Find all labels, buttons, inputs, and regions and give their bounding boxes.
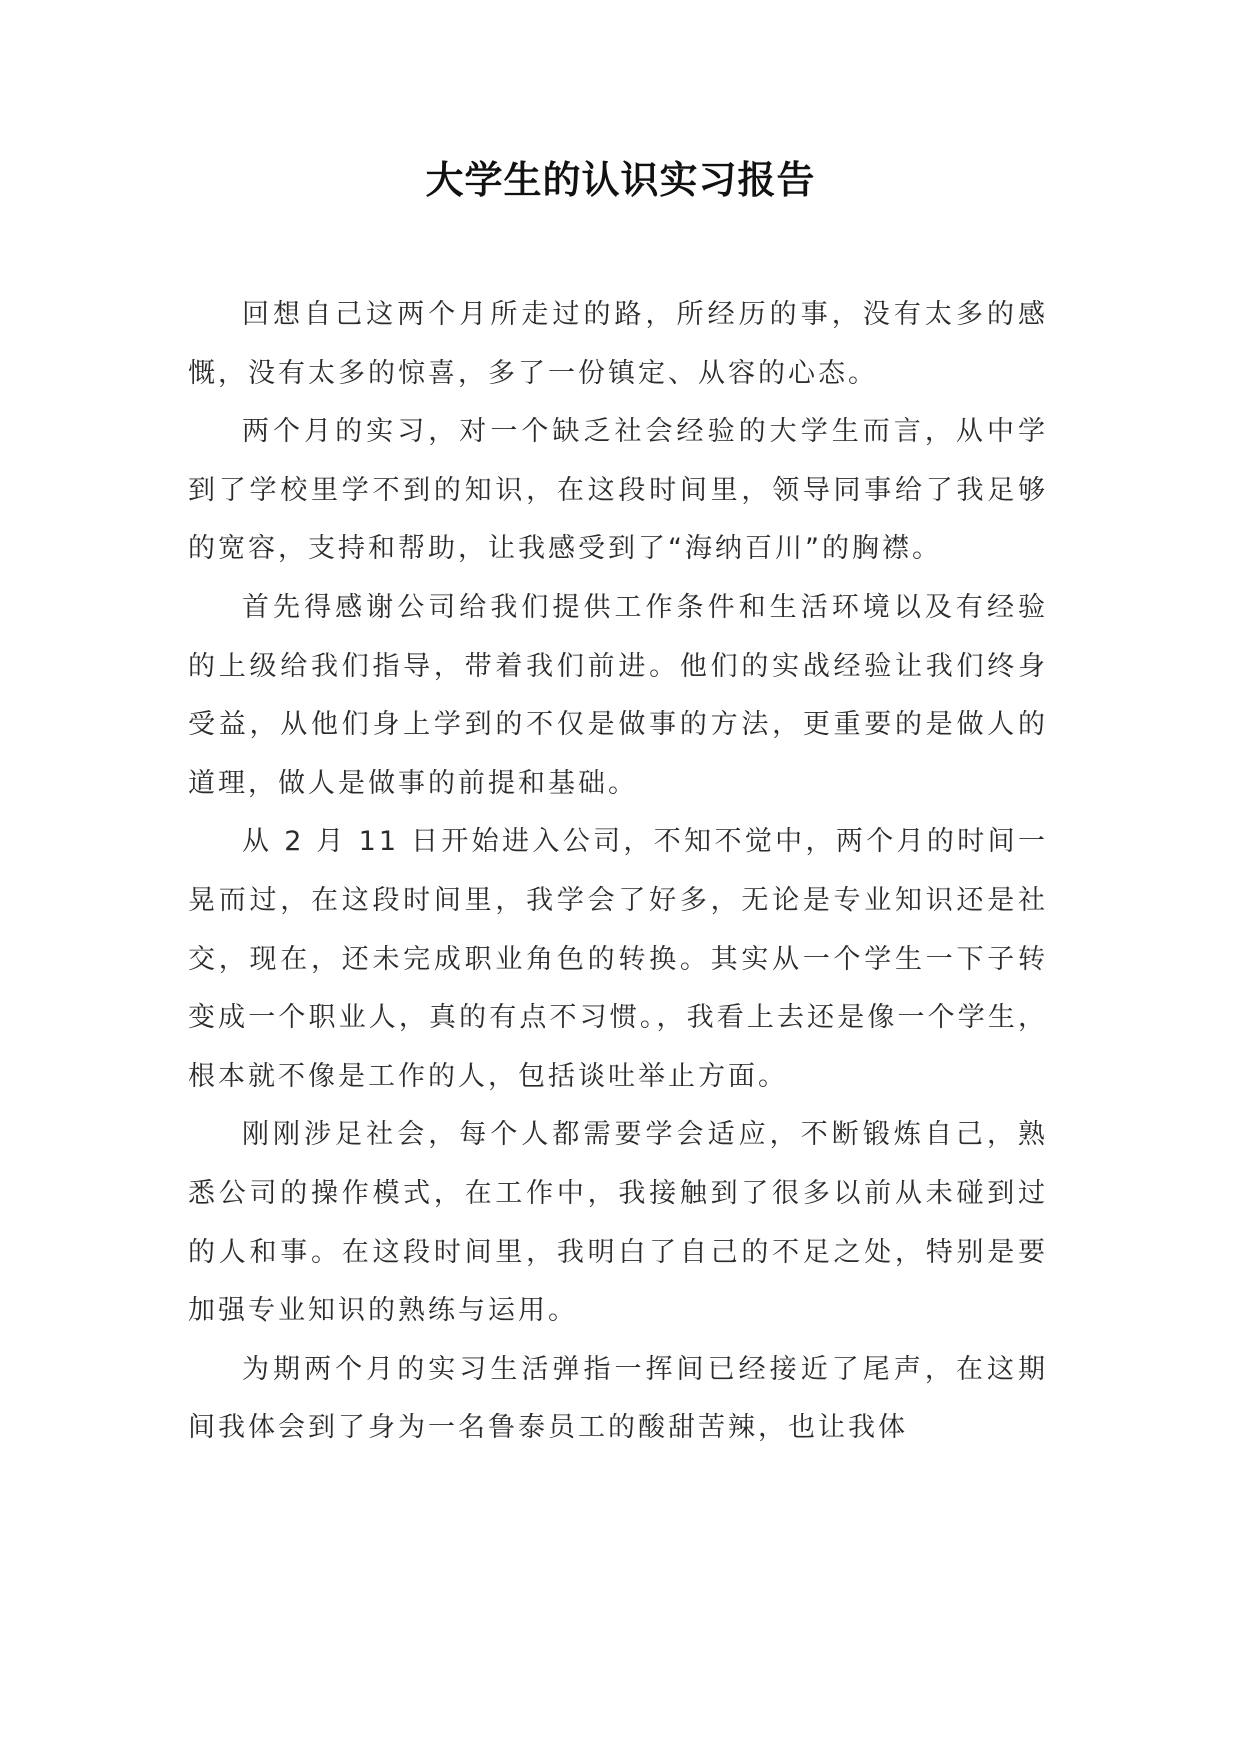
document-title: 大学生的认识实习报告 — [425, 157, 816, 202]
paragraph-4: 从 2 月 11 日开始进入公司，不知不觉中，两个月的时间一晃而过，在这段时间里，我学会了好多，无论是专业知识还是社交，现在，还未完成职业角色的转换。其实从一个学生一下子转变成一个职业人，真的有点不习惯。，我看上去还是像一个学生，根本就不像是工作的人，包括谈吐举止方面。 — [188, 826, 1048, 1092]
document-body — [188, 286, 1048, 1458]
paragraph-3: 首先得感谢公司给我们提供工作条件和生活环境以及有经验的上级给我们指导，带着我们前进。他们的实战经验让我们终身受益，从他们身上学到的不仅是做事的方法，更重要的是做人的道理，做人是做事的前提和基础。 — [188, 591, 1048, 799]
paragraph-2: 两个月的实习，对一个缺乏社会经验的大学生而言，从中学到了学校里学不到的知识，在这段时间里，领导同事给了我足够的宽容，支持和帮助，让我感受到了“海纳百川”的胸襟。 — [188, 416, 1048, 565]
paragraph-1: 回想自己这两个月所走过的路，所经历的事，没有太多的感慨，没有太多的惊喜，多了一份镇定、从容的心态。 — [188, 299, 1048, 389]
paragraph-6: 为期两个月的实习生活弹指一挥间已经接近了尾声，在这期间我体会到了身为一名鲁泰员工的酸甜苦辣，也让我体 — [188, 1353, 1048, 1444]
paragraph-5: 刚刚涉足社会，每个人都需要学会适应，不断锻炼自己，熟悉公司的操作模式，在工作中，我接触到了很多以前从未碰到过的人和事。在这段时间里，我明白了自己的不足之处，特别是要加强专业知识的熟练与运用。 — [188, 1119, 1048, 1327]
